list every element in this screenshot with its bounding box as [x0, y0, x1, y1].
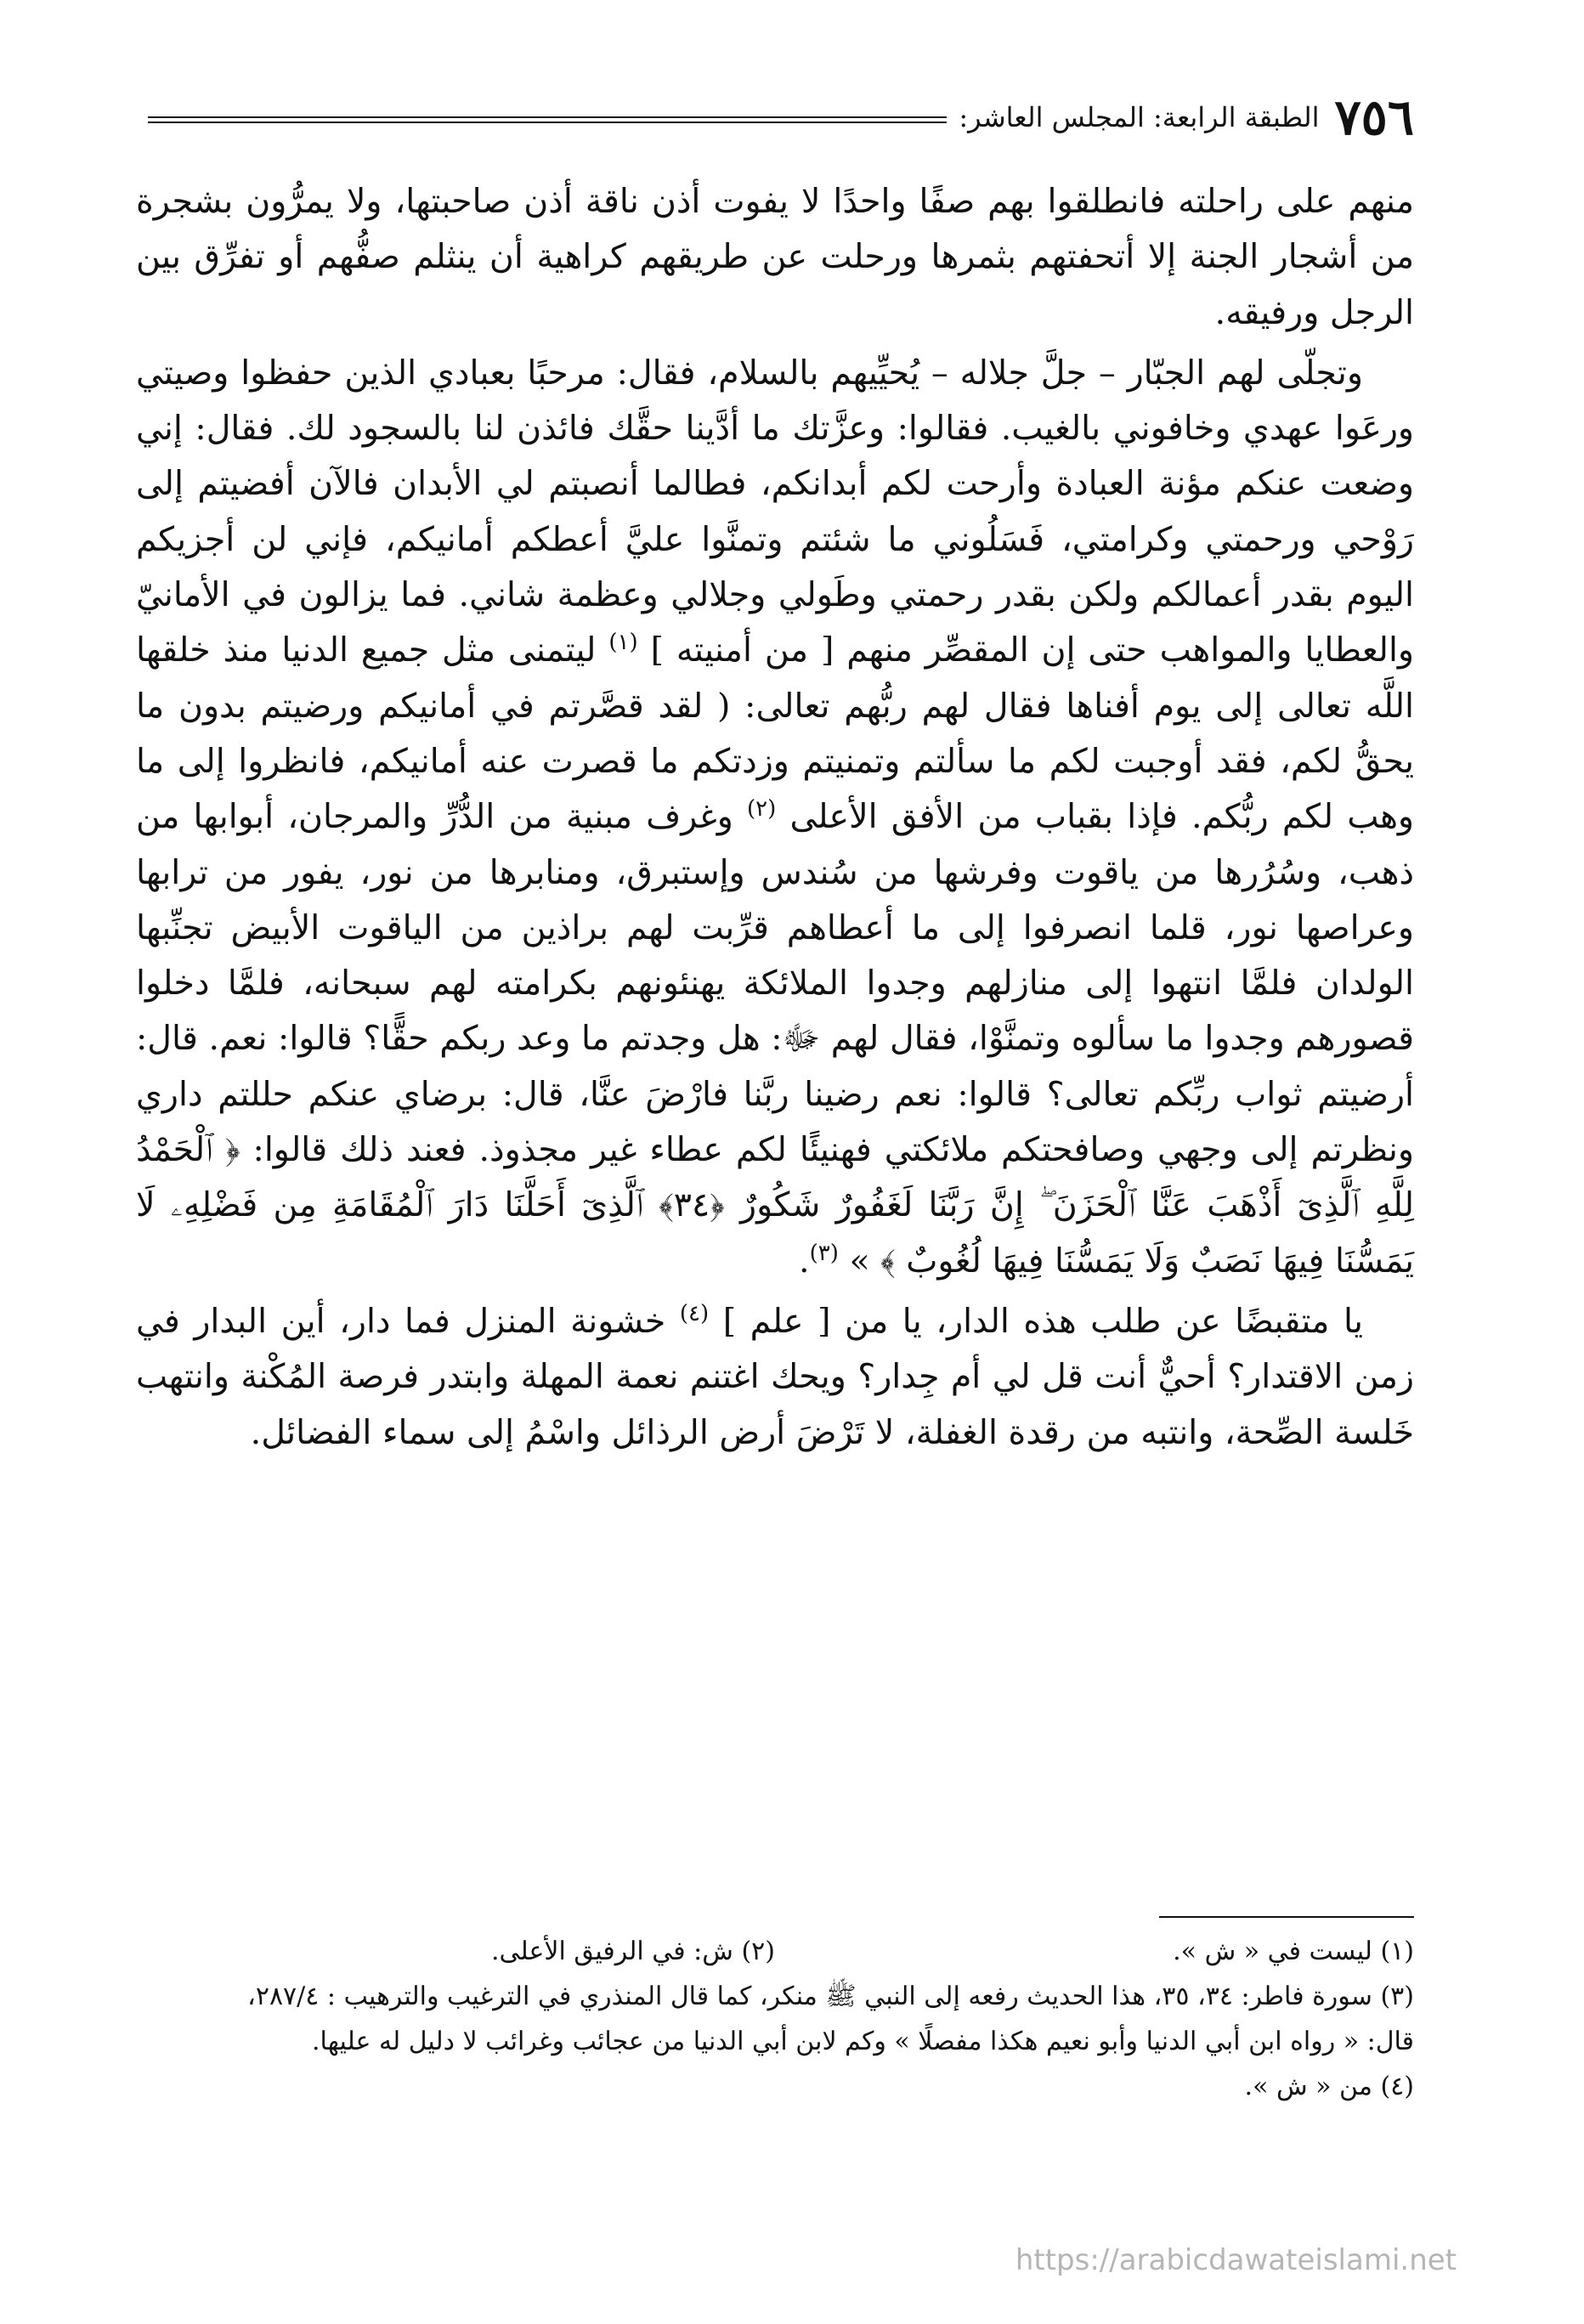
- footnote-separator: [1159, 1916, 1414, 1918]
- paragraph-1: منهم على راحلته فانطلقوا بهم صفًا واحدًا لا يفوت أذن ناقة أذن صاحبتها، ولا يمرُّون بشجرة من أشجار الجنة إلا أتحفتهم بثمرها ورحلت عن طريقهم كراهية أن ينثلم صفُّهم أو تفرِّق بين الرجل ورفيقه.: [136, 182, 1414, 332]
- paragraph-2-part-3: وغرف مبنية من الدُّرِّ والمرجان، أبوابها من ذهب، وسُرُرها من ياقوت وفرشها من سُندس وإستبرق، ومنابرها من نور، يفور من ترابها وعراصها نور، قلما انصرفوا إلى ما أعطاهم قرِّبت لهم براذين من الياقوت الأبيض تجنِّبها الولدان فلمَّا انتهوا إلى منازلهم وجدوا الملائكة يهنئونهم بكرامته لهم سبحانه، فلمَّا دخلوا قصورهم وجدوا ما سألوه وتمنَّوْا، فقال لهم ﷻ: هل وجدتم ما وعد ربكم حقًّا؟ قالوا: نعم. قال: أرضيتم ثواب ربِّكم تعالى؟ قالوا: نعم رضينا ربَّنا فارْضَ عنَّا، قال: برضاي عنكم حللتم داري ونظرتم إلى وجهي وصافحتكم ملائكتي فهنيئًا لكم عطاء غير مجذوذ. فعند ذلك قالوا: ﴿ ٱلْحَمْدُ لِلَّهِ ٱلَّذِىٓ أَذْهَبَ عَنَّا ٱلْحَزَنَ ۖ إِنَّ رَبَّنَا لَغَفُورٌ شَكُورٌ ﴿٣٤﴾ ٱلَّذِىٓ أَحَلَّنَا دَارَ ٱلْمُقَامَةِ مِن فَضْلِهِۦ لَا يَمَسُّنَا فِيهَا نَصَبٌ وَلَا يَمَسُّنَا فِيهَا لُغُوبٌ ﴾ »: [136, 797, 1414, 1281]
- footnote-2: (٢) ش: في الرفيق الأعلى.: [490, 1937, 775, 1966]
- running-title: الطبقة الرابعة: المجلس العاشر:: [959, 101, 1320, 133]
- paragraph-2-part-1: وتجلّى لهم الجبّار – جلَّ جلاله – يُحيِّيهم بالسلام، فقال: مرحبًا بعبادي الذين حفظوا وصيتي ورعَوا عهدي وخافوني بالغيب. فقالوا: وعزَّتك ما أدَّينا حقَّك فائذن لنا بالسجود لك. فقال: إني وضعت عنكم مؤنة العبادة وأرحت لكم أبدانكم، فطالما أنصبتم لي الأبدان فالآن أفضيتم إلى رَوْحي ورحمتي وكرامتي، فَسَلُوني ما شئتم وتمنَّوا عليَّ أعطكم أمانيكم، فإني لن أجزيكم اليوم بقدر أعمالكم ولكن بقدر رحمتي وطَولي وجلالي وعظمة شاني. فما يزالون في الأمانيّ والعطايا والمواهب حتى إن المقصِّر منهم [ من أمنيته ]: [136, 353, 1414, 670]
- footnote-ref-3[interactable]: (٣): [809, 1240, 839, 1266]
- footnote-ref-1[interactable]: (١): [608, 630, 638, 656]
- paragraph-3-part-2: خشونة المنزل فما دار، أين البدار في زمن الاقتدار؟ أحيٌّ أنت قل لي أم جِدار؟ ويحك اغتنم نعمة المهلة وابتدر فرصة المُكْنة وانتهب خَلسة الصِّحة، وانتبه من رقدة الغفلة، لا تَرْضَ أرض الرذائل واسْمُ إلى سماء الفضائل.: [136, 1301, 1414, 1452]
- page-number: ٧٥٦: [1334, 88, 1414, 146]
- footnote-ref-2[interactable]: (٢): [747, 796, 777, 823]
- paragraph-2-part-2: ليتمنى مثل جميع الدنيا منذ خلقها اللَّه تعالى إلى يوم أفناها فقال لهم ربُّهم تعالى: ( لقد قصَّرتم في أمانيكم ورضيتم بدون ما يحقُّ لكم، فقد أوجبت لكم ما سألتم وتمنيتم وزدتكم ما قصرت عنه أمانيكم، فانظروا إلى ما وهب لكم ربُّكم. فإذا بقباب من الأفق الأعلى: [136, 630, 1414, 837]
- paragraph-3-part-1: يا متقبضًا عن طلب هذه الدار، يا من [ علم ]: [722, 1301, 1363, 1341]
- running-header: [136, 88, 1414, 146]
- main-text: [136, 174, 1414, 1461]
- source-watermark: https://arabicdawateislami.net: [1015, 2243, 1457, 2277]
- header-rule: [148, 116, 947, 123]
- footnote-1: (١) ليست في « ش ».: [1173, 1937, 1414, 1966]
- footnote-3-line-1: (٣) سورة فاطر: ٣٤، ٣٥، هذا الحديث رفعه إلى النبي ﷺ منكر، كما قال المنذري في الترغيب والترهيب : ٢٨٧/٤،: [247, 1982, 1414, 2011]
- paragraph-2: [136, 346, 1414, 1289]
- footnote-4: (٤) من « ش ».: [1244, 2072, 1414, 2101]
- footnote-3-line-2: قال: « رواه ابن أبي الدنيا وأبو نعيم هكذا مفصلًا » وكم لابن أبي الدنيا من عجائب وغرائب لا دليل له عليها.: [312, 2027, 1414, 2056]
- footnote-ref-4[interactable]: (٤): [679, 1300, 710, 1326]
- footnotes: [136, 1929, 1414, 2109]
- paragraph-3: [136, 1294, 1414, 1461]
- paragraph-2-part-4: .: [799, 1241, 810, 1281]
- footnote-row-1-2: [136, 1929, 1414, 1974]
